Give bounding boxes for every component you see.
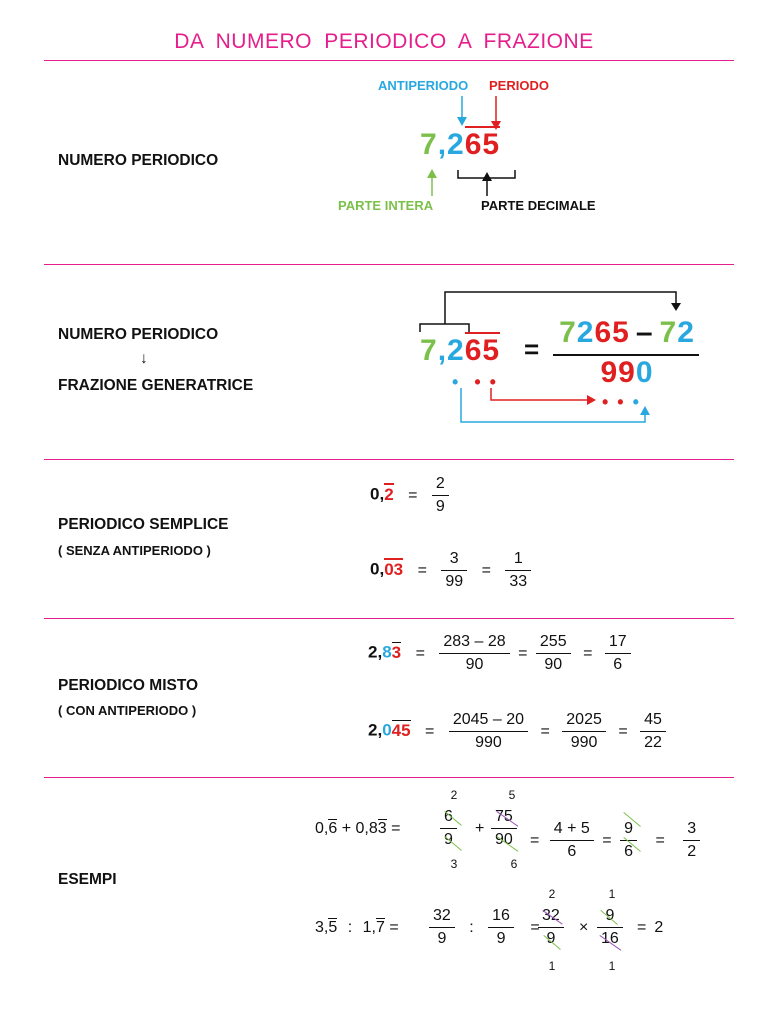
reduced-bottom: 1 [548, 959, 556, 973]
antiperiod-digits: 2 [447, 334, 465, 367]
sum-fraction-1: $\frac{6}{9}$ [440, 808, 457, 849]
reduced-top: 2 [548, 887, 556, 901]
reduced-bottom: 1 [608, 959, 616, 973]
integer-part: 7 [420, 334, 438, 367]
example-2-83: 2,83 = $\frac{283 - 28}{90}$ = $\frac{255}{90}$ = $\frac{17}{6}$ [368, 633, 631, 674]
equals-sign: = [524, 334, 541, 364]
plus-sign: + [475, 820, 485, 837]
example-0-03: 0,03 = $\frac{3}{99}$ = $\frac{1}{33}$ [370, 550, 531, 591]
division-fractions: $\frac{32}{9}$ : $\frac{16}{9}$ = [429, 907, 552, 948]
parte-decimale-label: PARTE DECIMALE [481, 198, 596, 213]
divider [44, 777, 734, 778]
reduced-top: 2 [450, 788, 458, 802]
period-digits: 65 [464, 128, 501, 161]
numero-periodico-label-2: NUMERO PERIODICO [58, 326, 219, 343]
sum-rest: = $\frac{4 + 5}{6}$ = $\frac{9}{6}$ = $\frac{3}{2}$ [530, 820, 700, 861]
sum-expression-left: 0,6 + 0,83 = [315, 820, 401, 837]
times-sign: × [579, 919, 589, 936]
esempi-label: ESEMPI [58, 871, 117, 888]
example-2-045: 2,045 = $\frac{2045 - 20}{990}$ = $\frac{2025}{990}$ = $\frac{45}{22}$ [368, 711, 666, 752]
reduced-bottom: 3 [450, 857, 458, 871]
division-result: = 2 [637, 919, 664, 936]
period-digits: 65 [464, 334, 501, 367]
division-fraction-3: $\frac{32}{9}$ [538, 907, 564, 948]
periodico-semplice-label: PERIODICO SEMPLICE [58, 516, 229, 533]
down-arrow-icon: ↓ [140, 350, 148, 367]
division-expression-left: 3,5 : 1,7 = [315, 919, 399, 936]
reduced-top: 1 [608, 887, 616, 901]
periodo-label: PERIODO [489, 78, 549, 93]
con-antiperiodo-label: ( CON ANTIPERIODO ) [58, 703, 197, 718]
comma: , [437, 334, 448, 367]
page-title: DA NUMERO PERIODICO A FRAZIONE [174, 30, 594, 53]
reduced-bottom: 6 [510, 857, 518, 871]
integer-part: 7 [420, 128, 438, 161]
antiperiod-digits: 2 [447, 128, 465, 161]
generatrix-denominator: 990 [600, 356, 654, 389]
sum-fraction-2: $\frac{75}{90}$ [491, 808, 517, 849]
divider [44, 459, 734, 460]
example-0-2: 0,2 = $\frac{2}{9}$ [370, 475, 449, 516]
comma: , [437, 128, 448, 161]
generatrix-numerator: 7265 – 72 [559, 316, 695, 349]
reduced-top: 5 [508, 788, 516, 802]
division-fraction-4: $\frac{9}{16}$ [597, 907, 623, 948]
frazione-generatrice-label: FRAZIONE GENERATRICE [58, 377, 254, 394]
periodic-number-2 [420, 334, 500, 368]
numero-periodico-label: NUMERO PERIODICO [58, 152, 219, 169]
antiperiodo-label: ANTIPERIODO [378, 78, 469, 93]
senza-antiperiodo-label: ( SENZA ANTIPERIODO ) [58, 543, 211, 558]
section1-arrows [0, 0, 768, 260]
parte-intera-label: PARTE INTERA [338, 198, 434, 213]
periodico-misto-label: PERIODICO MISTO [58, 677, 199, 694]
dots-left: • • • [452, 372, 498, 392]
dots-right: • • • [602, 392, 641, 412]
periodic-number-example [420, 128, 500, 162]
divider [44, 618, 734, 619]
